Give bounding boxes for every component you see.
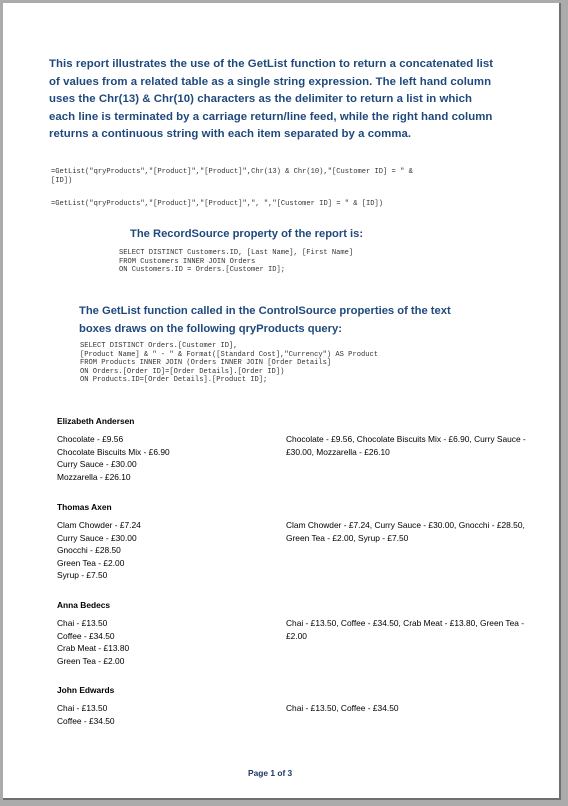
product-list	[57, 433, 170, 483]
list-item: Chocolate Biscuits Mix - £6.90	[57, 446, 170, 457]
list-item: Crab Meat - £13.80	[57, 643, 130, 654]
list-item: Green Tea - £2.00	[57, 655, 125, 666]
list-item: Mozzarella - £26.10	[57, 471, 131, 482]
getlist-heading: The GetList function called in the ControlSource properties of the text boxes draws on the following qryProducts query:	[79, 305, 451, 335]
list-item: Curry Sauce - £30.00	[57, 459, 137, 470]
product-list	[57, 617, 129, 667]
list-item: Clam Chowder - £7.24	[57, 520, 141, 530]
product-concat: Chocolate - £9.56, Chocolate Biscuits Mix - £6.90, Curry Sauce - £30.00, Mozzarella - £26.10	[286, 434, 526, 457]
list-item: Coffee - £34.50	[57, 630, 115, 641]
customer-name: Elizabeth Andersen	[57, 416, 135, 426]
query-sql: SELECT DISTINCT Orders.[Customer ID], [Product Name] & " - " & Format([Standard Cost],"Currency") AS Product FROM Products INNER JOIN (Orders INNER JOIN [Order Details] ON Orders.[Order ID]=[Order Details].[Order ID]) ON Products.ID=[Order Details].[Product ID];	[80, 342, 378, 385]
list-item: Syrup - £7.50	[57, 570, 108, 581]
customer-name: Thomas Axen	[57, 502, 112, 512]
list-item: Chocolate - £9.56	[57, 434, 124, 444]
recordsource-sql: SELECT DISTINCT Customers.ID, [Last Name], [First Name] FROM Customers INNER JOIN Orders ON Customers.ID = Orders.[Customer ID];	[119, 249, 354, 275]
product-concat: Clam Chowder - £7.24, Curry Sauce - £30.00, Gnocchi - £28.50, Green Tea - £2.00, Syrup - £7.50	[286, 520, 525, 543]
list-item: Green Tea - £2.00	[57, 557, 125, 568]
customer-name: John Edwards	[57, 685, 115, 695]
product-list	[57, 702, 115, 727]
page-number: Page 1 of 3	[248, 768, 293, 778]
list-item: Gnocchi - £28.50	[57, 545, 121, 556]
product-concat: Chai - £13.50, Coffee - £34.50, Crab Meat - £13.80, Green Tea - £2.00	[286, 618, 525, 641]
list-item: Curry Sauce - £30.00	[57, 532, 137, 543]
getlist-formula-newline: =GetList("qryProducts","[Product]","[Product]",Chr(13) & Chr(10),"[Customer ID] = " & [ID])	[51, 168, 413, 185]
recordsource-heading: The RecordSource property of the report is:	[130, 228, 364, 240]
report-page	[3, 3, 561, 800]
list-item: Chai - £13.50	[57, 703, 108, 713]
list-item: Coffee - £34.50	[57, 715, 115, 726]
intro-paragraph: This report illustrates the use of the GetList function to return a concatenated list of values from a related table as a single string expression. The left hand column uses the Chr(13) & Chr(10) characters as the delimiter to return a list in which each line is terminated by a carriage return/line feed, while the right hand column returns a continuous string with each item separated by a comma.	[49, 58, 494, 141]
customer-name: Anna Bedecs	[57, 600, 111, 610]
list-item: Chai - £13.50	[57, 618, 108, 628]
product-concat: Chai - £13.50, Coffee - £34.50	[286, 703, 399, 713]
product-list	[57, 519, 141, 582]
getlist-formula-comma: =GetList("qryProducts","[Product]","[Product]",", ","[Customer ID] = " & [ID])	[51, 200, 384, 208]
